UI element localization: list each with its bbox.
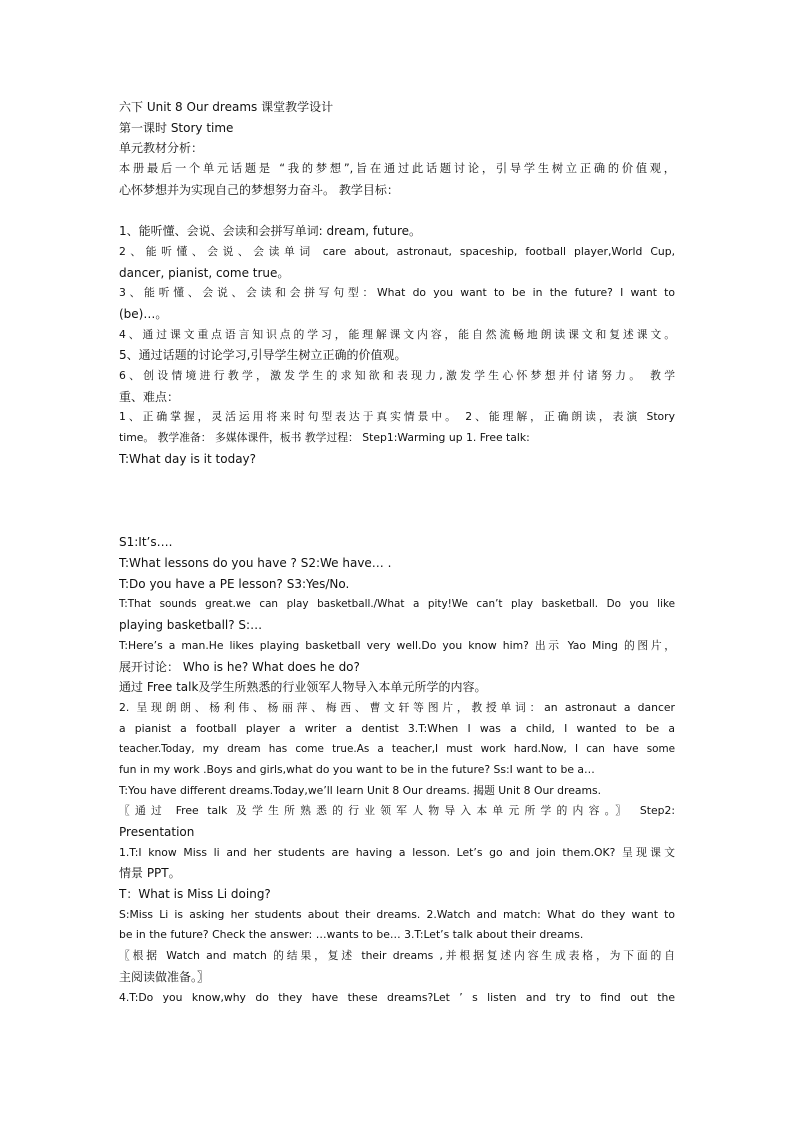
text-line: fun in my work .Boys and girls,what do you want to be in the future? Ss:I want to be a… — [119, 762, 595, 776]
text-line: 主阅读做准备。〗 — [119, 969, 210, 984]
text-line: 展开讨论： Who is he? What does he do? — [119, 659, 360, 674]
text-line: T:That sounds great.we can play basketball./What a pity!We can’t play basketball. Do you like — [119, 598, 675, 611]
text-line: (be)…。 — [119, 306, 168, 321]
text-line: 1.T:I know Miss li and her students are having a lesson. Let’s go and join them.OK? 呈现课文 — [119, 845, 675, 859]
text-line: 〖根据 Watch and match 的结果，复述 their dreams ,并根据复述内容生成表格，为下面的自 — [119, 949, 675, 963]
text-line: 6、创设情境进行教学，激发学生的求知欲和表现力,激发学生心怀梦想并付诸努力。 教学 — [119, 368, 675, 382]
text-line: time。 教学准备： 多媒体课件，板书 教学过程： Step1:Warming up 1. Free talk: — [119, 431, 530, 444]
text-line: T:Here’s a man.He likes playing basketball very well.Do you know him? 出示 Yao Ming 的图片， — [119, 638, 675, 652]
blank-line — [119, 200, 675, 221]
text-line: 1、正确掌握，灵活运用将来时句型表达于真实情景中。 2、能理解，正确朗读，表演 Story — [119, 410, 675, 424]
analysis-heading: 单元教材分析： — [119, 141, 204, 156]
text-line: 4.T:Do you know,why do they have these dreams?Let ’ s listen and try to find out the — [119, 990, 675, 1004]
text-line: a pianist a football player a writer a dentist 3.T:When I was a child, I wanted to be a — [119, 721, 675, 735]
text-line: dancer, pianist, come true。 — [119, 265, 290, 280]
text-line: 重、难点： — [119, 389, 180, 404]
text-line: 〖通过 Free talk 及学生所熟悉的行业领军人物导入本单元所学的内容。〗 Step2: — [119, 804, 675, 818]
text-line: teacher.Today, my dream has come true.As a teacher,I must work hard.Now, I can have some — [119, 743, 675, 756]
text-line: 2. 呈现朗朗、杨利伟、杨丽萍、梅西、曹文轩等图片，教授单词：an astronaut a dancer — [119, 700, 675, 714]
text-line: T:What day is it today? — [119, 451, 257, 466]
text-line: 3、能听懂、会说、会读和会拼写句型：What do you want to be in the future? I want to — [119, 286, 675, 300]
text-line: 4、通过课文重点语言知识点的学习，能理解课文内容，能自然流畅地朗读课文和复述课文。 — [119, 327, 675, 341]
document-page — [119, 97, 675, 1008]
text-line: 本册最后一个单元话题是 “我的梦想”,旨在通过此话题讨论，引导学生树立正确的价值观， — [119, 162, 675, 176]
text-line: T:You have different dreams.Today,we’ll learn Unit 8 Our dreams. 揭题 Unit 8 Our dreams. — [119, 783, 602, 797]
spacer — [119, 469, 675, 532]
text-line: 2、能听懂、会说、会读单词 care about, astronaut, spaceship, football player,World Cup, — [119, 244, 675, 258]
text-line: 5、通过话题的讨论学习,引导学生树立正确的价值观。 — [119, 348, 407, 363]
lesson-title: 第一课时 Story time — [119, 120, 234, 135]
text-line: Presentation — [119, 825, 195, 839]
text-line: T:Do you have a PE lesson? S3:Yes/No. — [119, 576, 350, 591]
text-line: playing basketball? S:… — [119, 618, 263, 633]
text-line: 1、能听懂、会说、会读和会拼写单词: dream, future。 — [119, 224, 422, 239]
text-line: 心怀梦想并为实现自己的梦想努力奋斗。 教学目标： — [119, 182, 399, 197]
text-line: be in the future? Check the answer: …wants to be… 3.T:Let’s talk about their dreams. — [119, 928, 584, 942]
text-line: T:What lessons do you have ? S2:We have… . — [119, 556, 392, 571]
text-line: T：What is Miss Li doing? — [119, 887, 271, 902]
document-title: 六下 Unit 8 Our dreams 课堂教学设计 — [119, 100, 334, 114]
text-line: 通过 Free talk及学生所熟悉的行业领军人物导入本单元所学的内容。 — [119, 680, 487, 695]
text-line: S1:It’s…. — [119, 535, 173, 550]
text-line: S:Miss Li is asking her students about their dreams. 2.Watch and match: What do they want to — [119, 907, 675, 921]
text-line: 情景 PPT。 — [119, 866, 181, 881]
